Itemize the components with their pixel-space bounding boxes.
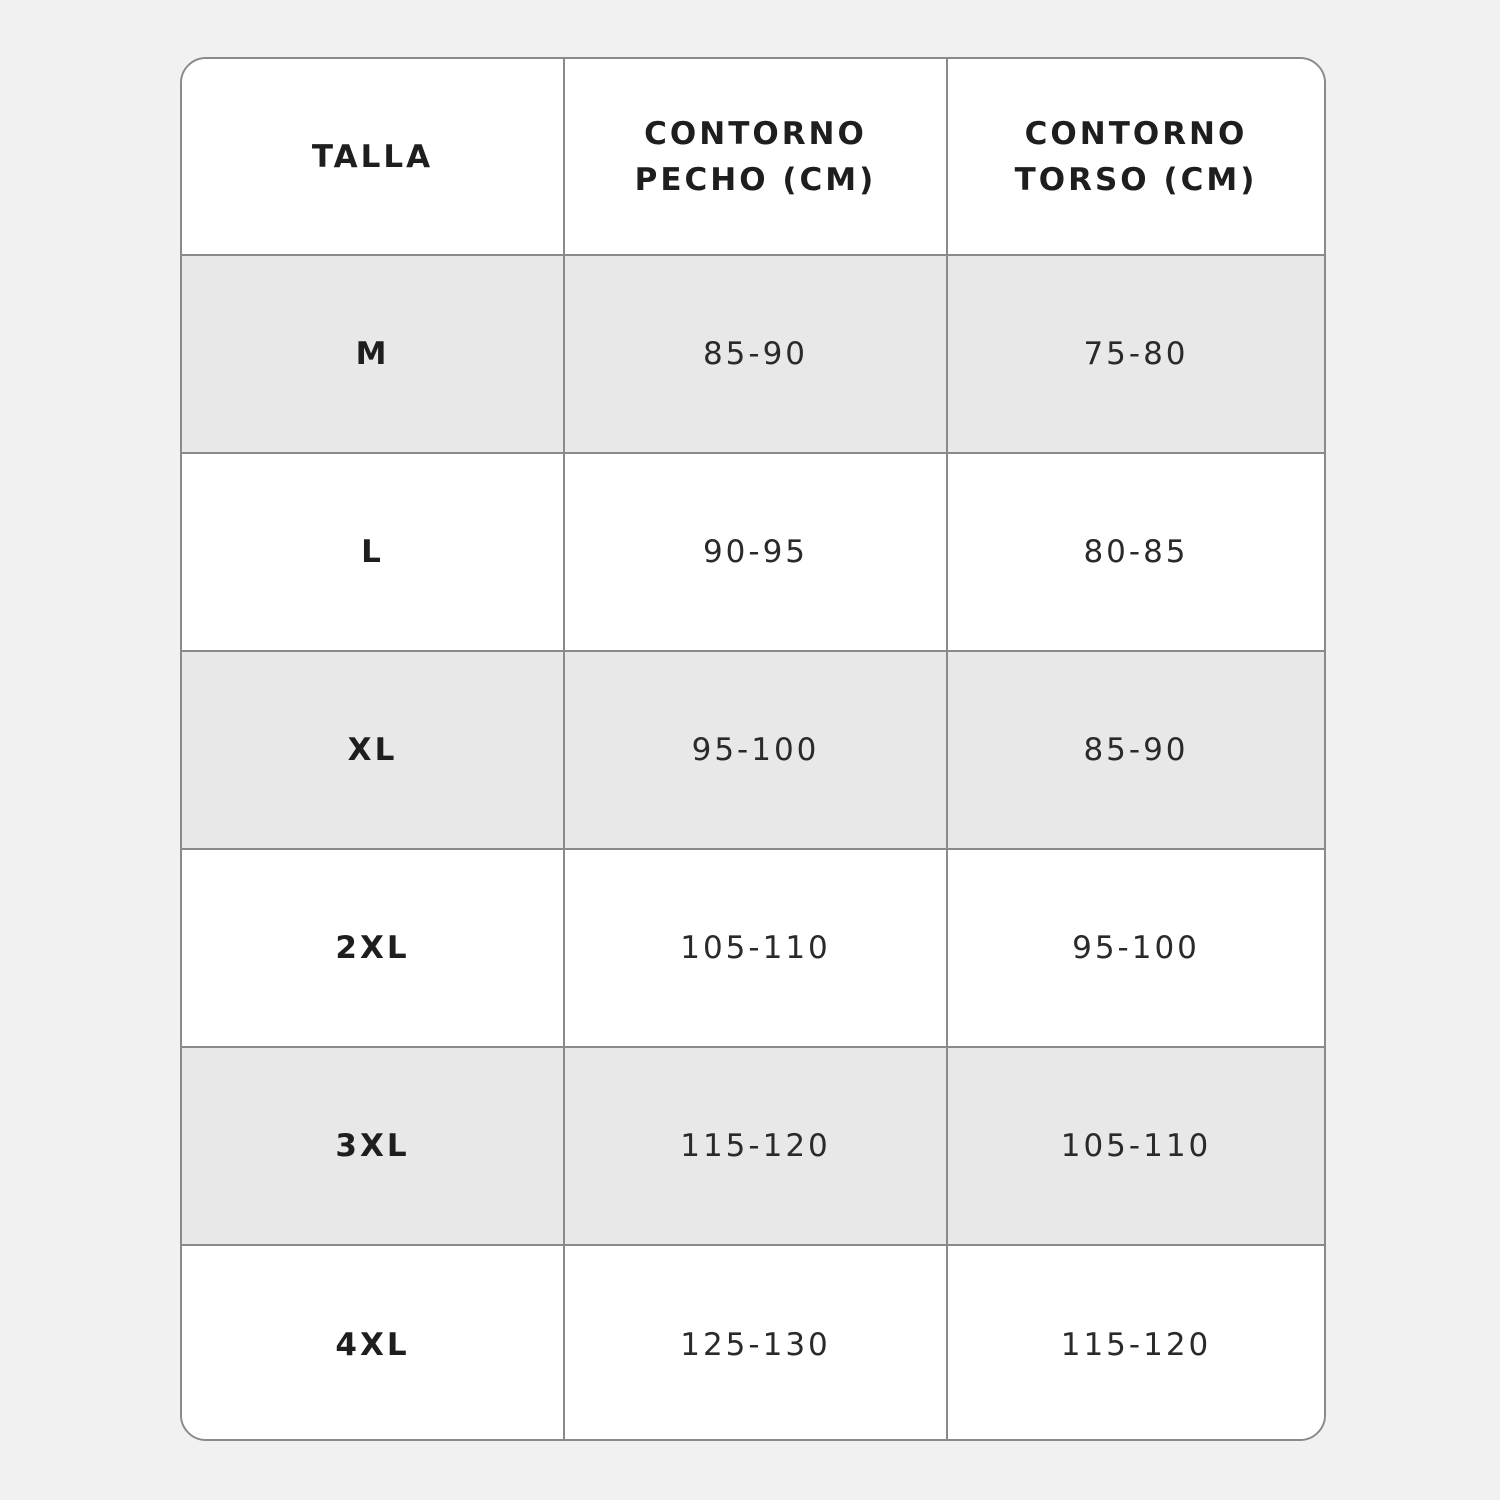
header-torso-line-1: CONTORNO — [1024, 115, 1248, 152]
header-pecho-line-2: PECHO (CM) — [634, 161, 877, 198]
size-cell: 4XL — [182, 1245, 564, 1441]
size-cell: 3XL — [182, 1047, 564, 1245]
chest-cell: 105-110 — [564, 849, 947, 1047]
size-table — [182, 59, 1324, 1441]
torso-cell: 85-90 — [947, 651, 1324, 849]
torso-cell: 95-100 — [947, 849, 1324, 1047]
chest-cell: 115-120 — [564, 1047, 947, 1245]
header-contorno-pecho — [564, 59, 947, 255]
torso-cell: 105-110 — [947, 1047, 1324, 1245]
table-row — [182, 255, 1324, 453]
chest-cell: 125-130 — [564, 1245, 947, 1441]
table-row — [182, 453, 1324, 651]
chest-cell: 95-100 — [564, 651, 947, 849]
size-cell: XL — [182, 651, 564, 849]
table-row — [182, 1245, 1324, 1441]
size-cell: M — [182, 255, 564, 453]
chest-cell: 90-95 — [564, 453, 947, 651]
chest-cell: 85-90 — [564, 255, 947, 453]
torso-cell: 115-120 — [947, 1245, 1324, 1441]
header-talla-text: TALLA — [311, 138, 434, 175]
size-cell: L — [182, 453, 564, 651]
torso-cell: 75-80 — [947, 255, 1324, 453]
size-cell: 2XL — [182, 849, 564, 1047]
header-talla — [182, 59, 564, 255]
header-row — [182, 59, 1324, 255]
header-torso-line-2: TORSO (CM) — [1014, 161, 1258, 198]
table-row — [182, 849, 1324, 1047]
table-row — [182, 1047, 1324, 1245]
header-contorno-torso — [947, 59, 1324, 255]
torso-cell: 80-85 — [947, 453, 1324, 651]
table-row — [182, 651, 1324, 849]
header-pecho-line-1: CONTORNO — [644, 115, 867, 152]
size-chart-table — [180, 57, 1326, 1441]
